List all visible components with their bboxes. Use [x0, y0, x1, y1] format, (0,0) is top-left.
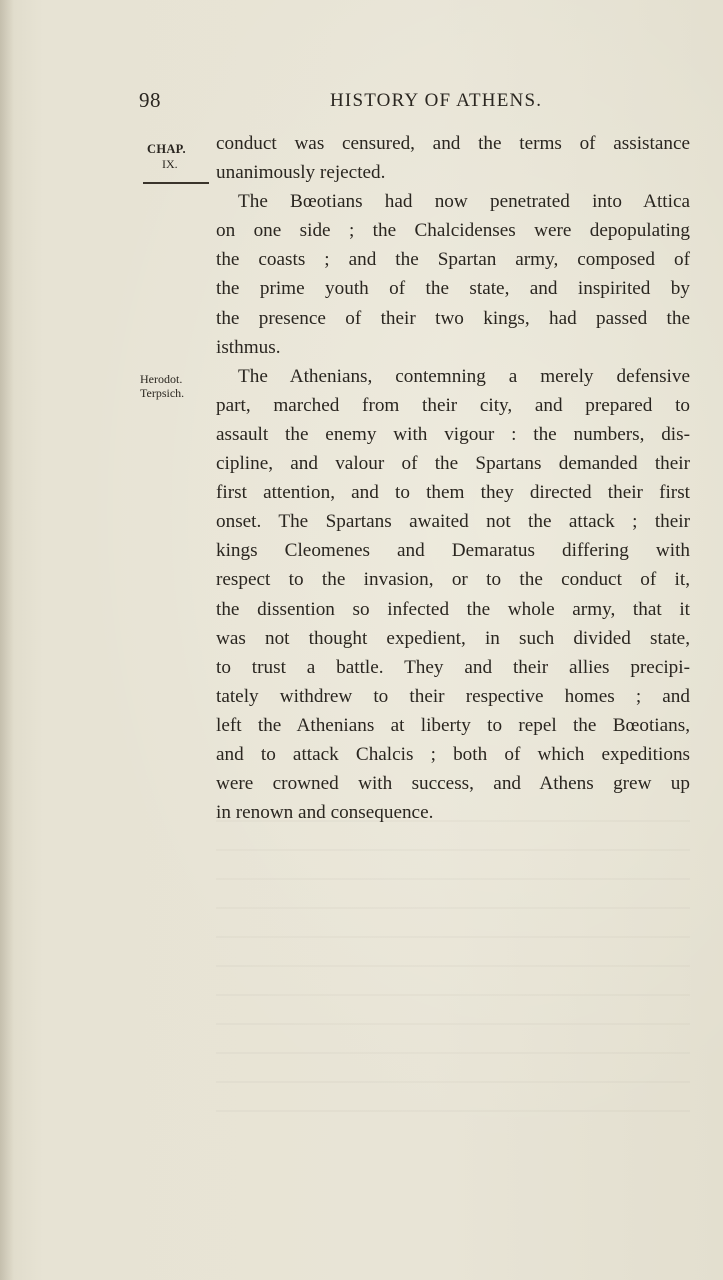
margin-rule	[143, 182, 209, 184]
text-line: was not thought expedient, in such divided state,	[216, 627, 690, 649]
margin-note-source	[140, 372, 220, 400]
text-line: assault the enemy with vigour : the numbers, dis-	[216, 423, 690, 445]
text-line: respect to the invasion, or to the conduct of it,	[216, 569, 690, 591]
text-line: were crowned with success, and Athens grew up	[216, 773, 690, 795]
show-through-texture	[216, 820, 690, 1120]
text-line: the coasts ; and the Spartan army, composed of	[216, 249, 690, 271]
text-line: part, marched from their city, and prepared to	[216, 394, 690, 416]
text-line: cipline, and valour of the Spartans demanded their	[216, 453, 690, 475]
text-line: to trust a battle. They and their allies precipi-	[216, 656, 690, 678]
text-line: the prime youth of the state, and inspirited by	[216, 278, 690, 300]
text-line: isthmus.	[216, 336, 281, 358]
margin-chapter-label: CHAP.	[147, 142, 186, 156]
text-line: unanimously rejected.	[216, 162, 386, 184]
text-line: conduct was censured, and the terms of assistance	[216, 133, 690, 154]
text-line: tately withdrew to their respective homes ; and	[216, 685, 690, 707]
page-number: 98	[139, 88, 161, 112]
text-line: The Athenians, contemning a merely defensive	[238, 365, 690, 387]
text-line: onset. The Spartans awaited not the attack ; their	[216, 511, 690, 533]
text-line: on one side ; the Chalcidenses were depopulating	[216, 220, 690, 242]
text-line: in renown and consequence.	[216, 802, 434, 824]
text-line: The Bœotians had now penetrated into Attica	[238, 191, 690, 213]
page-header	[0, 88, 723, 118]
text-line: the presence of their two kings, had passed the	[216, 307, 690, 329]
margin-note-line: Terpsich.	[140, 386, 185, 400]
text-line: the dissention so infected the whole army, that it	[216, 598, 690, 620]
gutter-shadow	[0, 0, 14, 1280]
text-line: kings Cleomenes and Demaratus differing with	[216, 540, 690, 562]
margin-note-line: Herodot.	[140, 372, 183, 386]
text-line: left the Athenians at liberty to repel the Bœotians,	[216, 714, 690, 736]
text-line: first attention, and to them they directed their first	[216, 482, 690, 504]
running-head: HISTORY OF ATHENS.	[330, 90, 543, 111]
body-text	[216, 129, 690, 827]
margin-chapter-number: IX.	[162, 157, 178, 171]
text-line: and to attack Chalcis ; both of which expeditions	[216, 743, 690, 765]
